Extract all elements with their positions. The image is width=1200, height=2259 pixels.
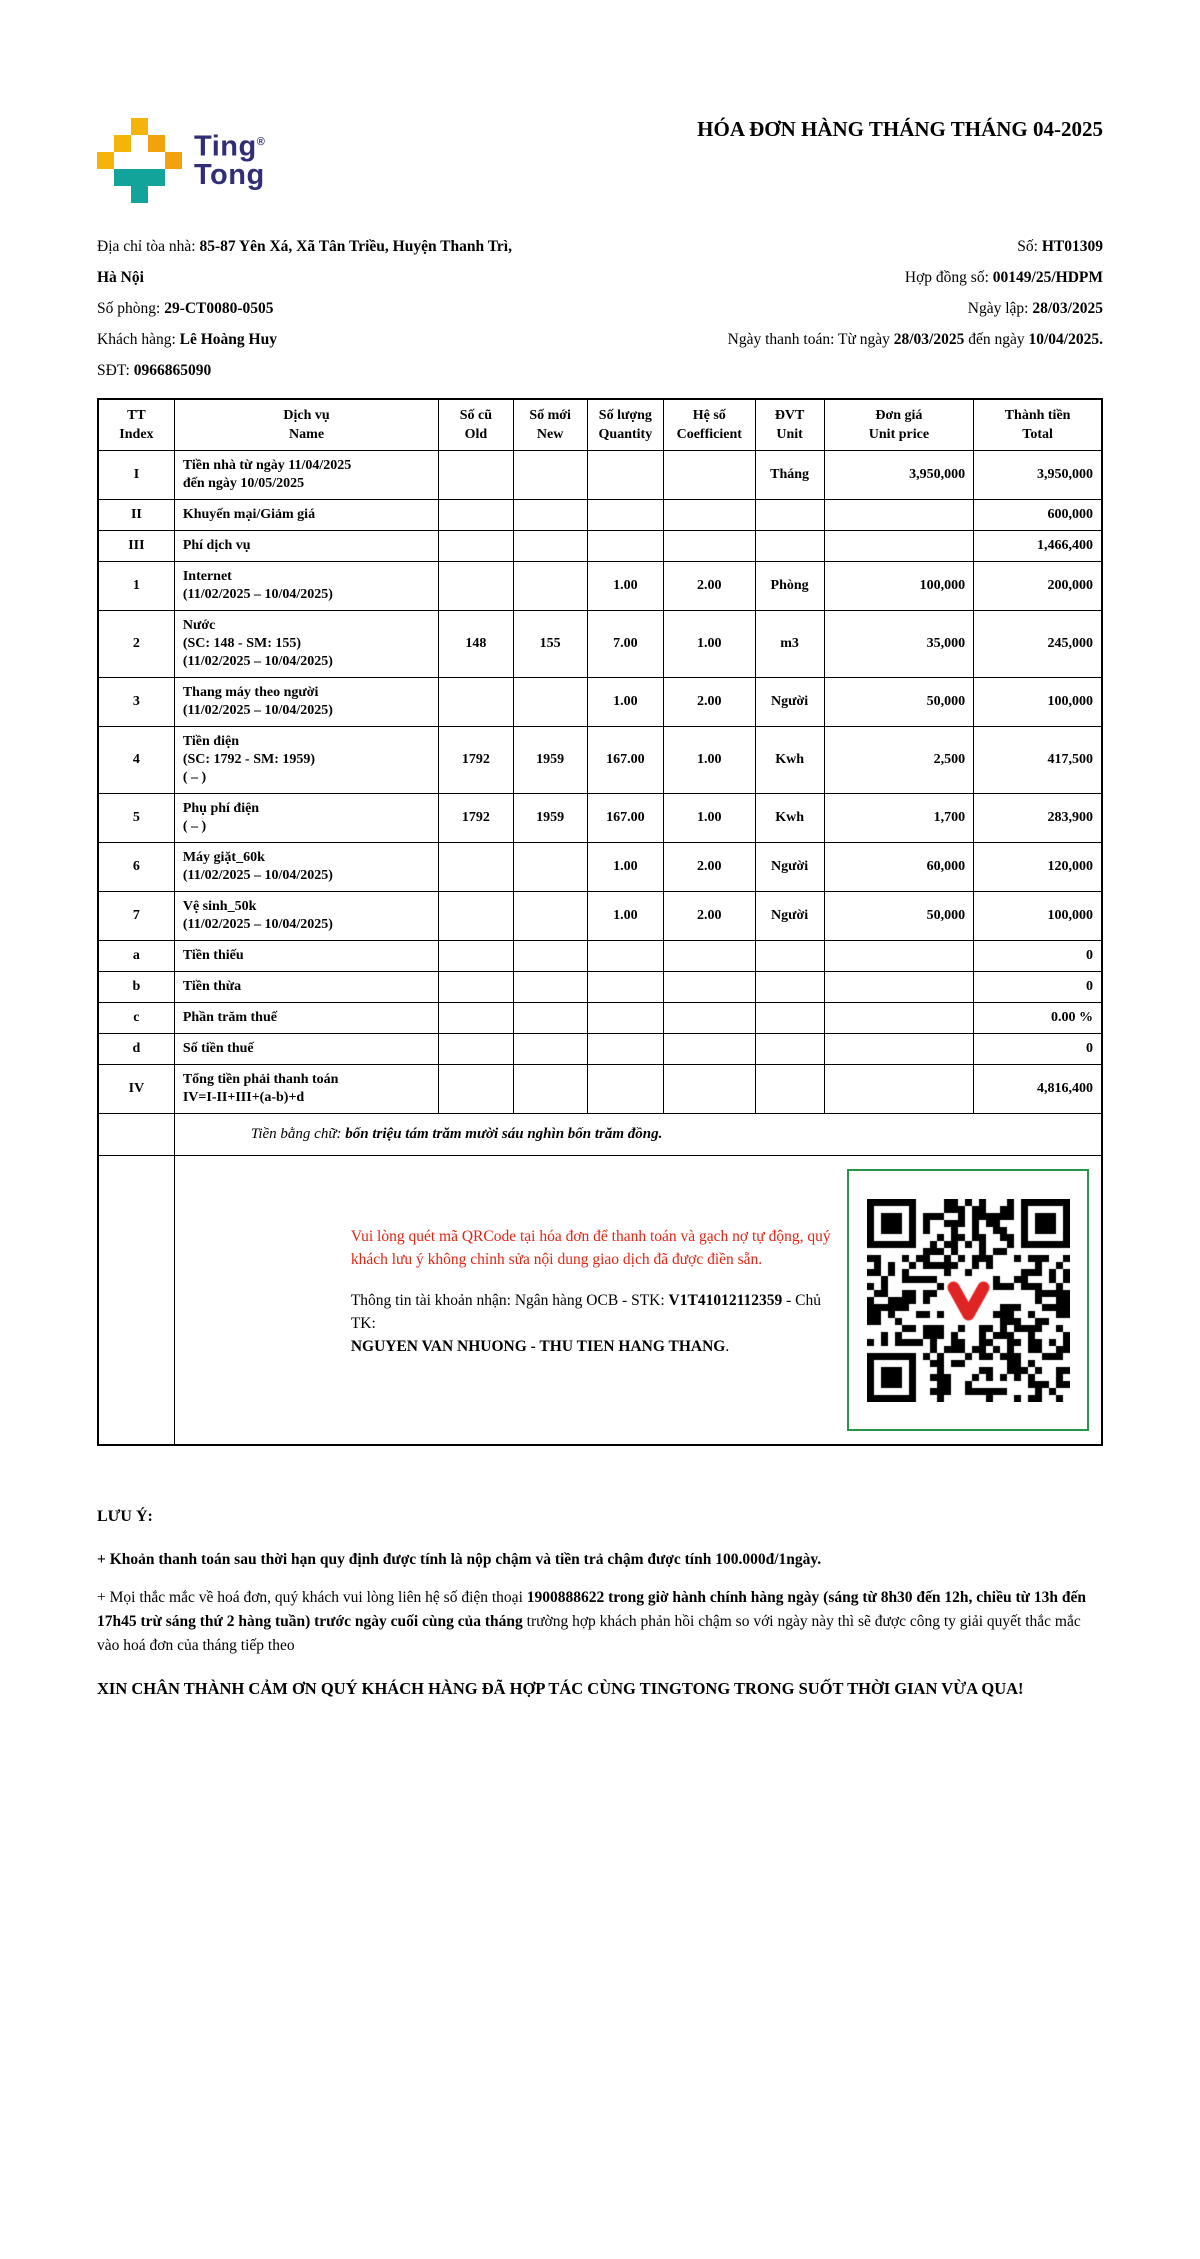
cell-unit: Người — [755, 678, 824, 727]
cell-coef — [664, 531, 756, 562]
cell-price: 2,500 — [824, 727, 974, 794]
cell-unit — [755, 500, 824, 531]
cell-price: 60,000 — [824, 843, 974, 892]
cell-price: 100,000 — [824, 562, 974, 611]
cell-new — [513, 562, 587, 611]
qr-notice-text: Vui lòng quét mã QRCode tại hóa đơn để thanh toán và gạch nợ tự động, quý khách lưu ý không chỉnh sửa nội dung giao dịch đã được điền sẵn. — [350, 1227, 831, 1268]
cell-old — [439, 1034, 513, 1065]
cell-coef: 2.00 — [664, 843, 756, 892]
cell-tt: d — [98, 1034, 174, 1065]
building-address: Địa chỉ tòa nhà: 85-87 Yên Xá, Xã Tân Triều, Huyện Thanh Trì, Hà Nội — [97, 238, 512, 286]
cell-unit: Kwh — [755, 794, 824, 843]
payment-date-range: Ngày thanh toán: Từ ngày 28/03/2025 đến ngày 10/04/2025. — [727, 331, 1103, 348]
cell-qty: 167.00 — [587, 727, 663, 794]
logo-pixel — [148, 135, 165, 152]
cell-new — [513, 972, 587, 1003]
cell-name: Tiền thừa — [174, 972, 438, 1003]
cell-price — [824, 1034, 974, 1065]
logo-pixel — [131, 186, 148, 203]
cell-total: 283,900 — [974, 794, 1102, 843]
cell-name: Tiền điện (SC: 1792 - SM: 1959) ( – ) — [174, 727, 438, 794]
cell-unit — [755, 1065, 824, 1114]
cell-new: 1959 — [513, 794, 587, 843]
cell-tt: b — [98, 972, 174, 1003]
cell-total: 120,000 — [974, 843, 1102, 892]
cell-qty: 1.00 — [587, 843, 663, 892]
cell-tt: 2 — [98, 611, 174, 678]
cell-old — [439, 843, 513, 892]
cell-coef — [664, 941, 756, 972]
cell-unit: Tháng — [755, 451, 824, 500]
cell-price: 50,000 — [824, 892, 974, 941]
table-row — [98, 1003, 1102, 1034]
cell-unit — [755, 972, 824, 1003]
cell-tt: 4 — [98, 727, 174, 794]
cell-new — [513, 531, 587, 562]
cell-old — [439, 531, 513, 562]
cell-name: Thang máy theo người (11/02/2025 – 10/04/2025) — [174, 678, 438, 727]
logo-pixel — [97, 152, 114, 169]
amount-in-words-row — [98, 1114, 1102, 1156]
late-payment-note: + Khoản thanh toán sau thời hạn quy định được tính là nộp chậm và tiền trả chậm được tính 100.000đ/1ngày. — [97, 1551, 822, 1568]
cell-new — [513, 500, 587, 531]
invoice-info-left — [97, 231, 557, 386]
cell-name: Phần trăm thuế — [174, 1003, 438, 1034]
cell-qty — [587, 531, 663, 562]
cell-name: Tiền nhà từ ngày 11/04/2025 đến ngày 10/05/2025 — [174, 451, 438, 500]
logo-word2: Tong — [194, 158, 265, 191]
payment-instructions — [351, 1225, 843, 1376]
logo-pixel — [148, 169, 165, 186]
cell-new — [513, 1003, 587, 1034]
page-title: HÓA ĐƠN HÀNG THÁNG THÁNG 04-2025 — [697, 117, 1103, 141]
cell-new: 1959 — [513, 727, 587, 794]
cell-unit — [755, 1003, 824, 1034]
cell-price — [824, 972, 974, 1003]
cell-total: 100,000 — [974, 678, 1102, 727]
cell-old — [439, 678, 513, 727]
cell-total: 245,000 — [974, 611, 1102, 678]
cell-coef: 2.00 — [664, 562, 756, 611]
cell-old — [439, 500, 513, 531]
cell-qty — [587, 1065, 663, 1114]
cell-tt: II — [98, 500, 174, 531]
cell-name: Phí dịch vụ — [174, 531, 438, 562]
cell-name: Phụ phí điện ( – ) — [174, 794, 438, 843]
bank-account-info: Thông tin tài khoản nhận: Ngân hàng OCB - STK: V1T41012112359 - Chủ TK: NGUYEN VAN NHUONG - THU TIEN HANG THANG. — [350, 1291, 821, 1355]
cell-total: 200,000 — [974, 562, 1102, 611]
cell-name: Vệ sinh_50k (11/02/2025 – 10/04/2025) — [174, 892, 438, 941]
table-row — [98, 794, 1102, 843]
column-header: Số lượng Quantity — [587, 399, 663, 451]
cell-name: Khuyến mại/Giảm giá — [174, 500, 438, 531]
table-row — [98, 892, 1102, 941]
invoice-table-body — [98, 451, 1102, 1114]
cell-total: 3,950,000 — [974, 451, 1102, 500]
column-header: Đơn giá Unit price — [824, 399, 974, 451]
cell-coef — [664, 1003, 756, 1034]
cell-qty: 167.00 — [587, 794, 663, 843]
cell-tt: I — [98, 451, 174, 500]
cell-empty — [98, 1114, 174, 1156]
cell-qty — [587, 972, 663, 1003]
logo-pixel — [131, 118, 148, 135]
qr-code-frame — [847, 1169, 1089, 1431]
cell-old — [439, 451, 513, 500]
cell-total: 4,816,400 — [974, 1065, 1102, 1114]
invoice-table — [97, 398, 1103, 1446]
qr-payment-row — [98, 1156, 1102, 1446]
table-row — [98, 1034, 1102, 1065]
header-row — [98, 399, 1102, 451]
cell-unit — [755, 941, 824, 972]
cell-old — [439, 1065, 513, 1114]
cell-new — [513, 1065, 587, 1114]
cell-total: 1,466,400 — [974, 531, 1102, 562]
thank-you-message: XIN CHÂN THÀNH CẢM ƠN QUÝ KHÁCH HÀNG ĐÃ HỢP TÁC CÙNG TINGTONG TRONG SUỐT THỜI GIAN VỪA QUA! — [97, 1679, 1024, 1698]
cell-tt: III — [98, 531, 174, 562]
cell-unit: Kwh — [755, 727, 824, 794]
table-row — [98, 972, 1102, 1003]
column-header: Thành tiền Total — [974, 399, 1102, 451]
cell-qty — [587, 1003, 663, 1034]
cell-name: Tiền thiếu — [174, 941, 438, 972]
cell-price: 1,700 — [824, 794, 974, 843]
cell-qty: 7.00 — [587, 611, 663, 678]
cell-tt: IV — [98, 1065, 174, 1114]
logo-pixel — [165, 152, 182, 169]
cell-old: 148 — [439, 611, 513, 678]
room-number: Số phòng: 29-CT0080-0505 — [97, 300, 274, 317]
cell-coef: 1.00 — [664, 794, 756, 843]
registered-mark: ® — [256, 136, 266, 148]
invoice-table-header — [98, 399, 1102, 451]
cell-total: 0 — [974, 1034, 1102, 1065]
cell-total: 417,500 — [974, 727, 1102, 794]
cell-price: 50,000 — [824, 678, 974, 727]
cell-price — [824, 941, 974, 972]
table-row — [98, 562, 1102, 611]
tingtong-logo-wordmark — [194, 128, 265, 189]
invoice-info-right — [583, 231, 1103, 386]
cell-new — [513, 843, 587, 892]
cell-qty — [587, 1034, 663, 1065]
cell-new — [513, 451, 587, 500]
cell-unit: Phòng — [755, 562, 824, 611]
amount-in-words: Tiền bằng chữ: bốn triệu tám trăm mười sáu nghìn bốn trăm đồng. — [174, 1114, 1102, 1156]
table-row — [98, 941, 1102, 972]
cell-coef: 1.00 — [664, 611, 756, 678]
column-header: ĐVT Unit — [755, 399, 824, 451]
invoice-document — [97, 0, 1103, 1702]
logo-pixel — [114, 135, 131, 152]
cell-coef — [664, 451, 756, 500]
cell-unit: Người — [755, 892, 824, 941]
cell-new — [513, 892, 587, 941]
cell-old — [439, 972, 513, 1003]
cell-tt: a — [98, 941, 174, 972]
invoice-number: Số: HT01309 — [1017, 238, 1103, 255]
cell-empty — [98, 1156, 174, 1446]
column-header: TT Index — [98, 399, 174, 451]
cell-total: 0 — [974, 941, 1102, 972]
logo-pixel — [114, 169, 131, 186]
table-row — [98, 611, 1102, 678]
column-header: Số cũ Old — [439, 399, 513, 451]
cell-qty — [587, 941, 663, 972]
customer-name: Khách hàng: Lê Hoàng Huy — [97, 331, 277, 348]
table-row — [98, 678, 1102, 727]
cell-total: 100,000 — [974, 892, 1102, 941]
cell-qty: 1.00 — [587, 562, 663, 611]
cell-new: 155 — [513, 611, 587, 678]
cell-old: 1792 — [439, 794, 513, 843]
header — [97, 118, 1103, 203]
cell-coef: 2.00 — [664, 678, 756, 727]
table-row — [98, 727, 1102, 794]
cell-old — [439, 892, 513, 941]
cell-name: Internet (11/02/2025 – 10/04/2025) — [174, 562, 438, 611]
cell-price — [824, 1003, 974, 1034]
cell-total: 600,000 — [974, 500, 1102, 531]
qr-code — [867, 1199, 1070, 1402]
cell-unit — [755, 531, 824, 562]
hotline-note: + Mọi thắc mắc về hoá đơn, quý khách vui lòng liên hệ số điện thoại 1900888622 trong giờ hành chính hàng ngày (sáng từ 8h30 đến 12h, chiều từ 13h đến 17h45 trừ sáng thứ 2 hàng tuần) trước ngày cuối cùng của tháng trường hợp khách phản hồi chậm so với ngày này thì sẽ được công ty giải quyết thắc mắc vào hoá đơn của tháng tiếp theo — [97, 1589, 1086, 1654]
cell-new — [513, 941, 587, 972]
tingtong-logo-icon — [97, 118, 182, 203]
cell-old: 1792 — [439, 727, 513, 794]
cell-old — [439, 1003, 513, 1034]
cell-qty — [587, 500, 663, 531]
cell-price — [824, 500, 974, 531]
cell-unit: m3 — [755, 611, 824, 678]
cell-tt: 6 — [98, 843, 174, 892]
contract-number: Hợp đồng số: 00149/25/HDPM — [904, 269, 1103, 286]
cell-name: Tổng tiền phải thanh toán IV=I-II+III+(a-b)+d — [174, 1065, 438, 1114]
customer-phone: SĐT: 0966865090 — [97, 362, 212, 379]
cell-coef — [664, 972, 756, 1003]
table-row — [98, 843, 1102, 892]
cell-unit: Người — [755, 843, 824, 892]
tingtong-logo — [97, 118, 265, 203]
column-header: Hệ số Coefficient — [664, 399, 756, 451]
cell-coef: 2.00 — [664, 892, 756, 941]
invoice-info — [97, 231, 1103, 386]
invoice-table-footer — [98, 1114, 1102, 1446]
cell-total: 0.00 % — [974, 1003, 1102, 1034]
column-header: Dịch vụ Name — [174, 399, 438, 451]
cell-unit — [755, 1034, 824, 1065]
footer-notes — [97, 1508, 1103, 1702]
cell-name: Số tiền thuế — [174, 1034, 438, 1065]
column-header: Số mới New — [513, 399, 587, 451]
logo-pixel — [131, 169, 148, 186]
table-row — [98, 451, 1102, 500]
cell-qty: 1.00 — [587, 892, 663, 941]
table-row — [98, 1065, 1102, 1114]
cell-old — [439, 941, 513, 972]
cell-coef — [664, 500, 756, 531]
table-row — [98, 500, 1102, 531]
cell-tt: 5 — [98, 794, 174, 843]
cell-qty: 1.00 — [587, 678, 663, 727]
cell-qty — [587, 451, 663, 500]
cell-tt: 3 — [98, 678, 174, 727]
cell-name: Máy giặt_60k (11/02/2025 – 10/04/2025) — [174, 843, 438, 892]
cell-coef — [664, 1034, 756, 1065]
cell-tt: c — [98, 1003, 174, 1034]
notes-heading: LƯU Ý: — [97, 1508, 153, 1525]
cell-old — [439, 562, 513, 611]
cell-name: Nước (SC: 148 - SM: 155) (11/02/2025 – 10/04/2025) — [174, 611, 438, 678]
cell-price: 3,950,000 — [824, 451, 974, 500]
cell-new — [513, 678, 587, 727]
cell-price — [824, 1065, 974, 1114]
cell-price: 35,000 — [824, 611, 974, 678]
cell-new — [513, 1034, 587, 1065]
cell-price — [824, 531, 974, 562]
cell-tt: 7 — [98, 892, 174, 941]
issue-date: Ngày lập: 28/03/2025 — [967, 300, 1103, 317]
logo-word1: Ting — [194, 130, 257, 163]
cell-tt: 1 — [98, 562, 174, 611]
table-row — [98, 531, 1102, 562]
cell-total: 0 — [974, 972, 1102, 1003]
cell-coef — [664, 1065, 756, 1114]
cell-coef: 1.00 — [664, 727, 756, 794]
qr-payment-cell — [174, 1156, 1102, 1446]
